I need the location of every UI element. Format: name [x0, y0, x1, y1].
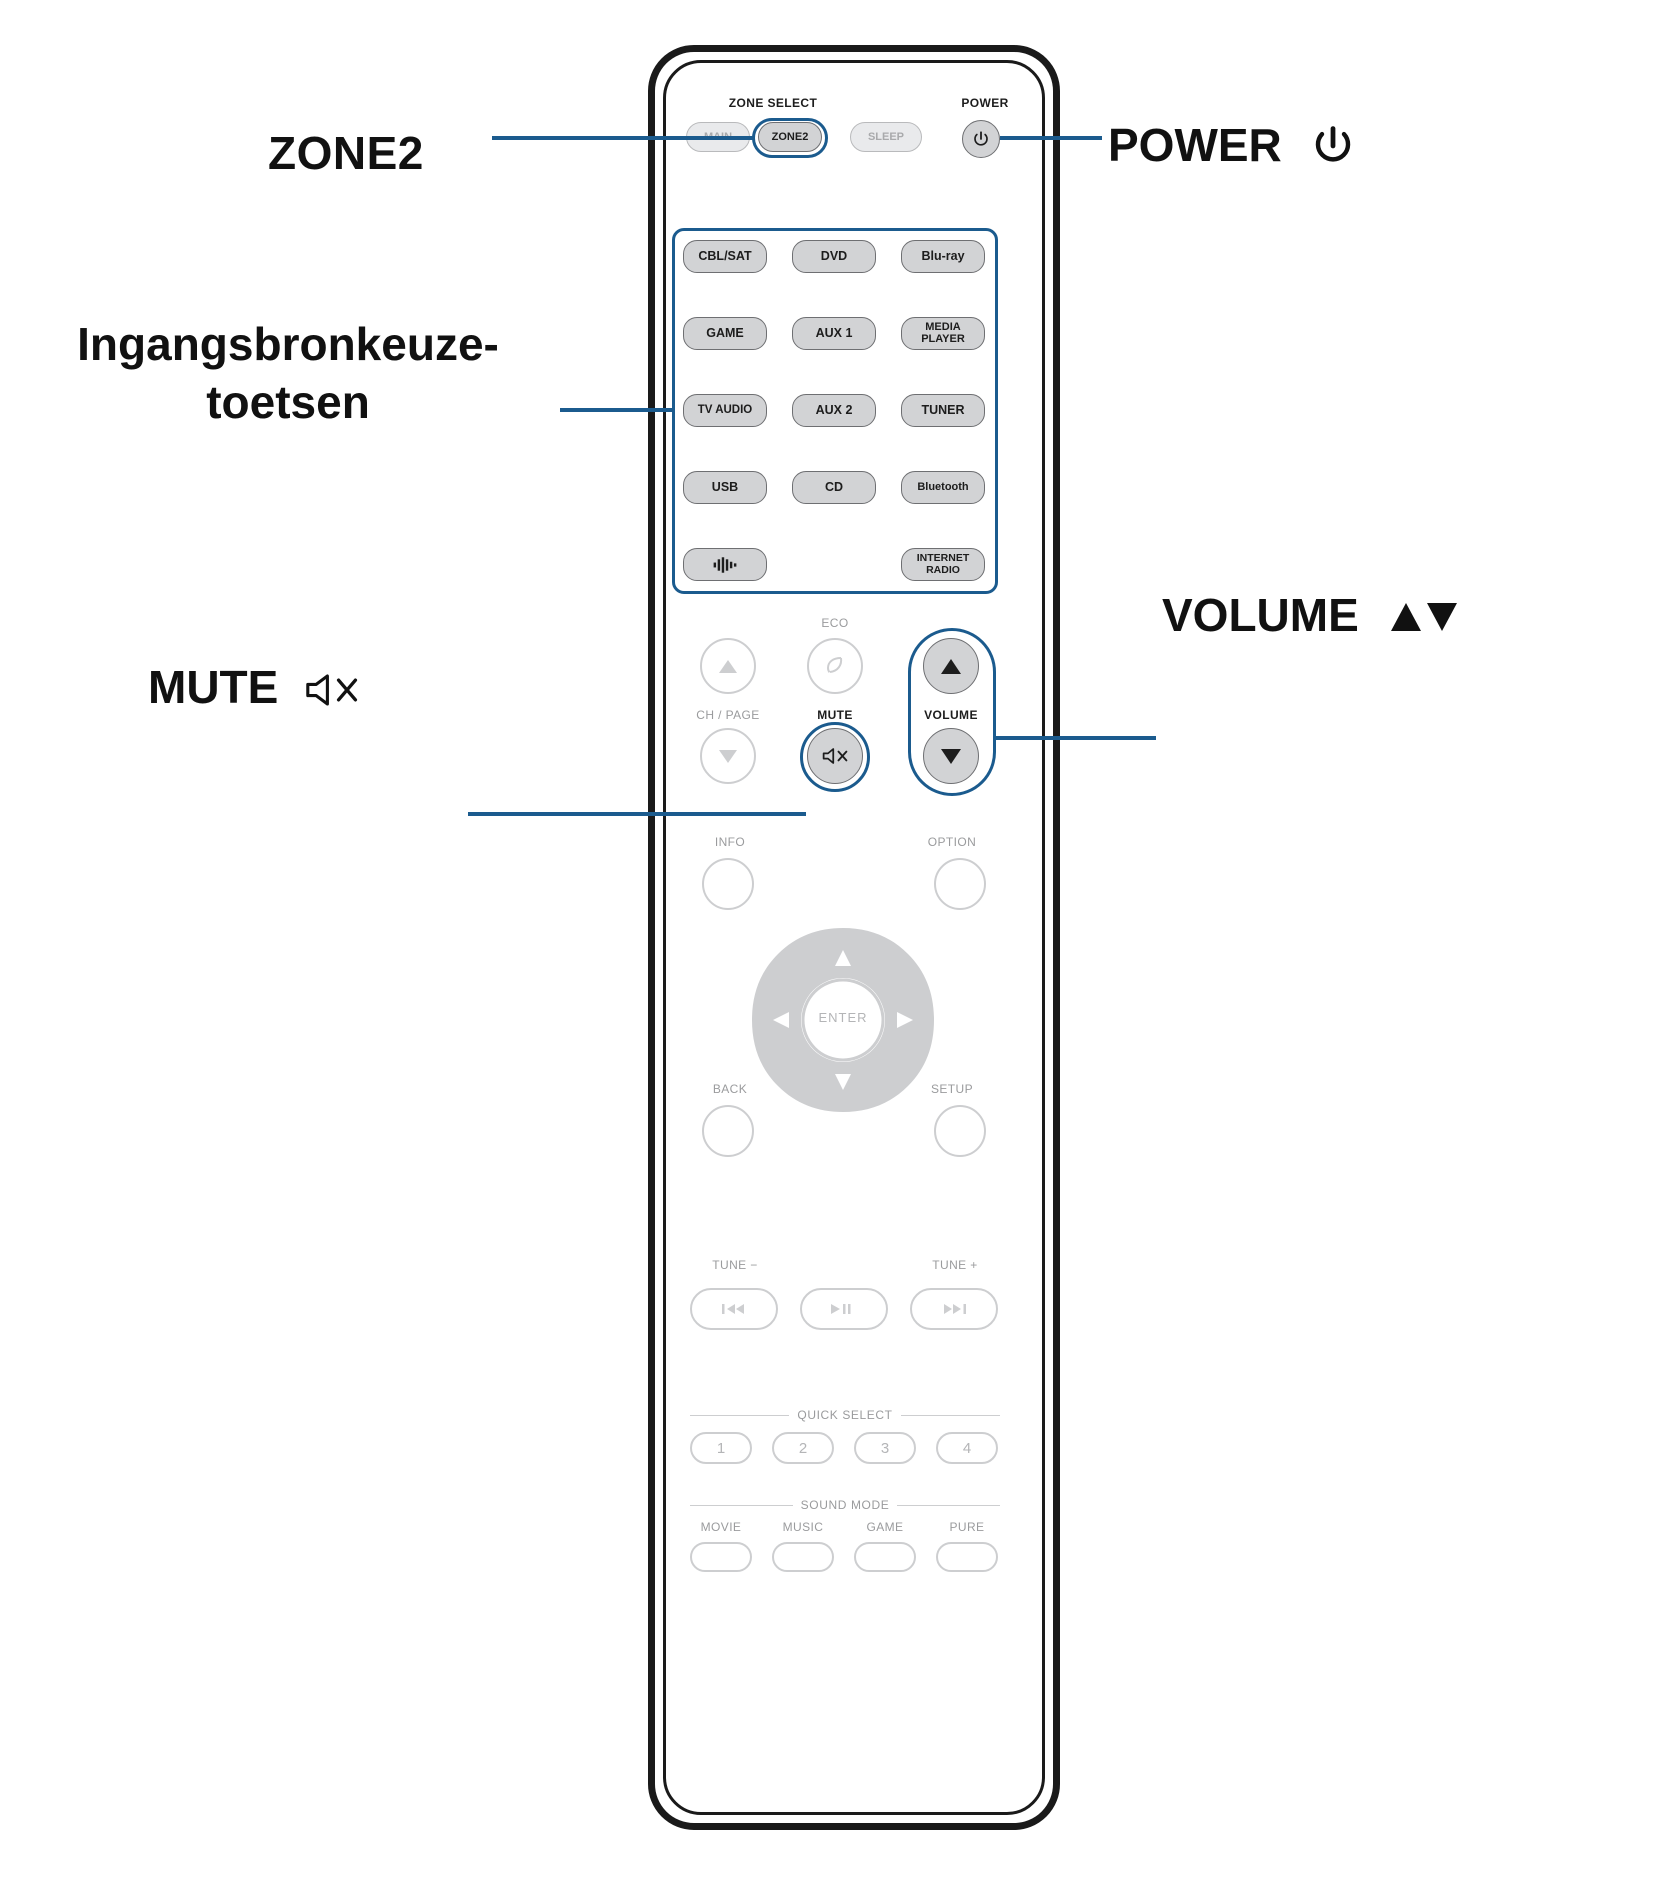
- enter-label: ENTER: [818, 1010, 868, 1025]
- source-aux2-button[interactable]: AUX 2: [792, 394, 876, 427]
- quick-select-header-row: [690, 1408, 1000, 1422]
- highlight-mute: [800, 722, 870, 792]
- sound-mode-game-label: GAME: [866, 1520, 904, 1534]
- annotation-power: [1108, 118, 1355, 172]
- media-player-line2: PLAYER: [921, 332, 965, 345]
- source-usb-button[interactable]: USB: [683, 471, 767, 504]
- leader-input-sources: [560, 408, 674, 412]
- source-bluetooth-button[interactable]: Bluetooth: [901, 471, 985, 504]
- source-dvd-button[interactable]: DVD: [792, 240, 876, 273]
- volume-label: VOLUME: [924, 708, 978, 722]
- divider-right: [897, 1505, 1000, 1506]
- power-icon: [972, 130, 990, 148]
- skip-back-icon: [721, 1302, 747, 1316]
- back-button[interactable]: [702, 1105, 754, 1157]
- up-down-arrows-icon: [1388, 597, 1460, 637]
- setup-button[interactable]: [934, 1105, 986, 1157]
- up-arrow-icon: [719, 660, 737, 673]
- ch-page-up-button[interactable]: [700, 638, 756, 694]
- mute-label: MUTE: [817, 708, 853, 722]
- source-cd-button[interactable]: CD: [792, 471, 876, 504]
- info-button[interactable]: [702, 858, 754, 910]
- eco-button[interactable]: [807, 638, 863, 694]
- quick-select-3-button[interactable]: 3: [854, 1432, 916, 1464]
- quick-select-header: QUICK SELECT: [797, 1408, 893, 1422]
- internet-radio-line1: INTERNET: [916, 552, 970, 565]
- option-label: OPTION: [927, 835, 977, 849]
- tune-plus-label: TUNE +: [932, 1258, 978, 1272]
- source-game-button[interactable]: GAME: [683, 317, 767, 350]
- highlight-volume: [908, 628, 996, 796]
- skip-forward-button[interactable]: [910, 1288, 998, 1330]
- skip-forward-icon: [941, 1302, 967, 1316]
- down-arrow-icon: [719, 750, 737, 763]
- sound-mode-game-button[interactable]: [854, 1542, 916, 1572]
- annotation-mute-text: MUTE: [148, 661, 279, 713]
- option-button[interactable]: [934, 858, 986, 910]
- source-tuner-button[interactable]: TUNER: [901, 394, 985, 427]
- source-tv-audio-button[interactable]: TV AUDIO: [683, 394, 767, 427]
- quick-select-1-button[interactable]: 1: [690, 1432, 752, 1464]
- play-pause-button[interactable]: [800, 1288, 888, 1330]
- source-bluray-button[interactable]: Blu-ray: [901, 240, 985, 273]
- zone-select-zone2-button[interactable]: ZONE2: [758, 122, 822, 152]
- annotation-zone2: ZONE2: [268, 127, 424, 179]
- quick-select-4-button[interactable]: 4: [936, 1432, 998, 1464]
- annotation-input-sources: [8, 316, 568, 431]
- quick-select-2-button[interactable]: 2: [772, 1432, 834, 1464]
- eco-label: ECO: [821, 616, 849, 630]
- divider-right: [901, 1415, 1000, 1416]
- source-aux1-button[interactable]: AUX 1: [792, 317, 876, 350]
- sound-mode-music-label: MUSIC: [782, 1520, 824, 1534]
- media-player-line1: MEDIA: [925, 320, 961, 333]
- annotation-input-sources-line2: toetsen: [206, 375, 370, 428]
- leader-volume: [994, 736, 1156, 740]
- sound-mode-music-button[interactable]: [772, 1542, 834, 1572]
- ch-page-down-button[interactable]: [700, 728, 756, 784]
- leaf-icon: [823, 654, 847, 678]
- annotation-mute: [148, 660, 361, 714]
- ch-page-label: CH / PAGE: [696, 708, 760, 722]
- info-label: INFO: [714, 835, 746, 849]
- divider-left: [690, 1505, 793, 1506]
- setup-label: SETUP: [930, 1082, 973, 1096]
- leader-zone2: [492, 136, 754, 140]
- annotation-volume: [1162, 588, 1460, 642]
- power-header: POWER: [961, 96, 1009, 110]
- mute-icon: [305, 671, 361, 709]
- sound-mode-movie-button[interactable]: [690, 1542, 752, 1572]
- skip-back-button[interactable]: [690, 1288, 778, 1330]
- annotation-power-text: POWER: [1108, 119, 1282, 171]
- sound-mode-movie-label: MOVIE: [700, 1520, 742, 1534]
- internet-radio-line2: RADIO: [926, 563, 960, 576]
- power-button[interactable]: [962, 120, 1000, 158]
- annotation-input-sources-line1: Ingangsbronkeuze-: [77, 318, 499, 370]
- sound-mode-pure-button[interactable]: [936, 1542, 998, 1572]
- leader-mute: [468, 812, 806, 816]
- divider-left: [690, 1415, 789, 1416]
- tune-minus-label: TUNE −: [712, 1258, 758, 1272]
- sound-mode-header-row: [690, 1498, 1000, 1512]
- zone-select-header: ZONE SELECT: [728, 96, 818, 110]
- sound-mode-header: SOUND MODE: [800, 1498, 890, 1512]
- source-cbl-sat-button[interactable]: CBL/SAT: [683, 240, 767, 273]
- annotation-volume-text: VOLUME: [1162, 589, 1359, 641]
- power-icon: [1311, 123, 1355, 169]
- highlight-zone2: [752, 118, 828, 158]
- highlight-input-sources: [672, 228, 998, 594]
- leader-power: [1000, 136, 1102, 140]
- back-label: BACK: [712, 1082, 748, 1096]
- sound-mode-pure-label: PURE: [949, 1520, 985, 1534]
- play-pause-icon: [829, 1302, 859, 1316]
- zone-select-sleep-button[interactable]: SLEEP: [850, 122, 922, 152]
